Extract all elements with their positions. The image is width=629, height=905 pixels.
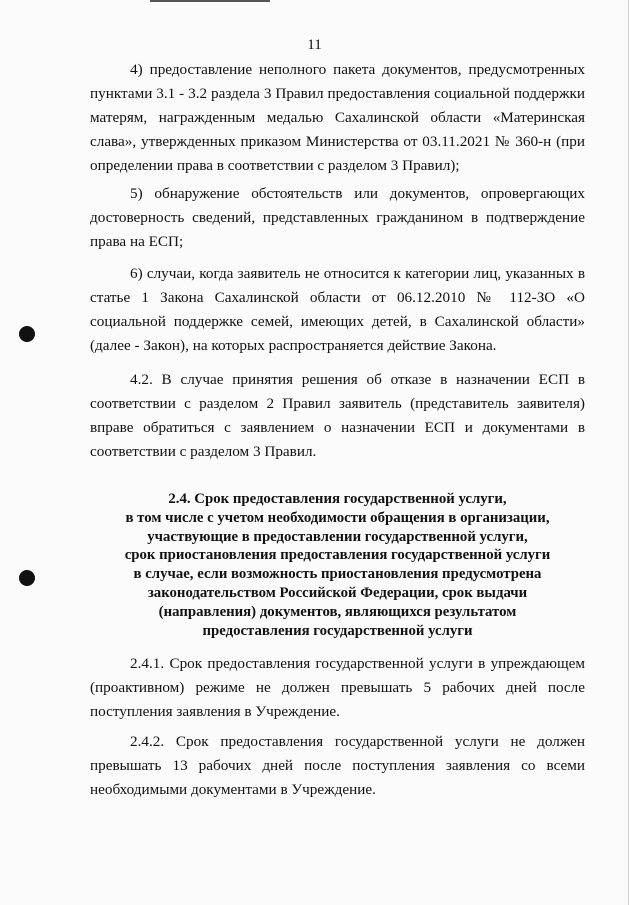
paragraph-item-4: 4) предоставление неполного пакета документов, предусмотренных пунктами 3.1 - 3.2 раздела 3 Правил предоставления социальной поддержки матерям, награжденным медалью Сахалинской области «Материнская слава», утвержденных приказом Министерства от 03.11.2021 № 360-н (при определении права в соответствии с разделом 3 Правил);: [90, 61, 585, 174]
paragraph-2-4-1: 2.4.1. Срок предоставления государственной услуги в упреждающем (проактивном) режиме не должен превышать 5 рабочих дней после поступления заявления в Учреждение.: [90, 655, 585, 720]
paragraph-item-6: 6) случаи, когда заявитель не относится к категории лиц, указанных в статье 1 Закона Сахалинской области от 06.12.2010 № 112-ЗО «О социальной поддержке семей, имеющих детей, в Сахалинской области» (далее - Закон), на которых распространяется действие Закона.: [90, 265, 585, 354]
heading-line: (направления) документов, являющихся результатом: [158, 603, 517, 620]
heading-line: в случае, если возможность приостановления предусмотрена: [133, 566, 542, 583]
heading-line: законодательством Российской Федерации, срок выдачи: [147, 584, 528, 601]
punch-hole-top: [19, 326, 35, 342]
heading-line: 2.4. Срок предоставления государственной услуги,: [168, 491, 507, 507]
heading-line: участвующие в предоставлении государственной услуги,: [147, 528, 528, 545]
paragraph-2-4-2: 2.4.2. Срок предоставления государственной услуги не должен превышать 13 рабочих дней после поступления заявления со всеми необходимыми документами в Учреждение.: [90, 733, 585, 798]
heading-line: срок приостановления предоставления государственной услуги: [124, 547, 551, 564]
paragraph-item-5: 5) обнаружение обстоятельств или документов, опровергающих достоверность сведений, представленных гражданином в подтверждение права на ЕСП;: [90, 185, 585, 250]
scan-edge-mark: [150, 0, 270, 2]
heading-line: предоставления государственной услуги: [202, 622, 473, 639]
paragraph-4-2: 4.2. В случае принятия решения об отказе в назначении ЕСП в соответствии с разделом 2 Правил заявитель (представитель заявителя) вправе обратиться с заявлением о назначении ЕСП и документами в соответствии с разделом 3 Правил.: [90, 371, 585, 460]
punch-hole-bottom: [19, 570, 35, 586]
section-heading-2-4: [90, 490, 585, 640]
page-number: 11: [307, 37, 322, 53]
heading-line: в том числе с учетом необходимости обращения в организации,: [125, 509, 550, 526]
